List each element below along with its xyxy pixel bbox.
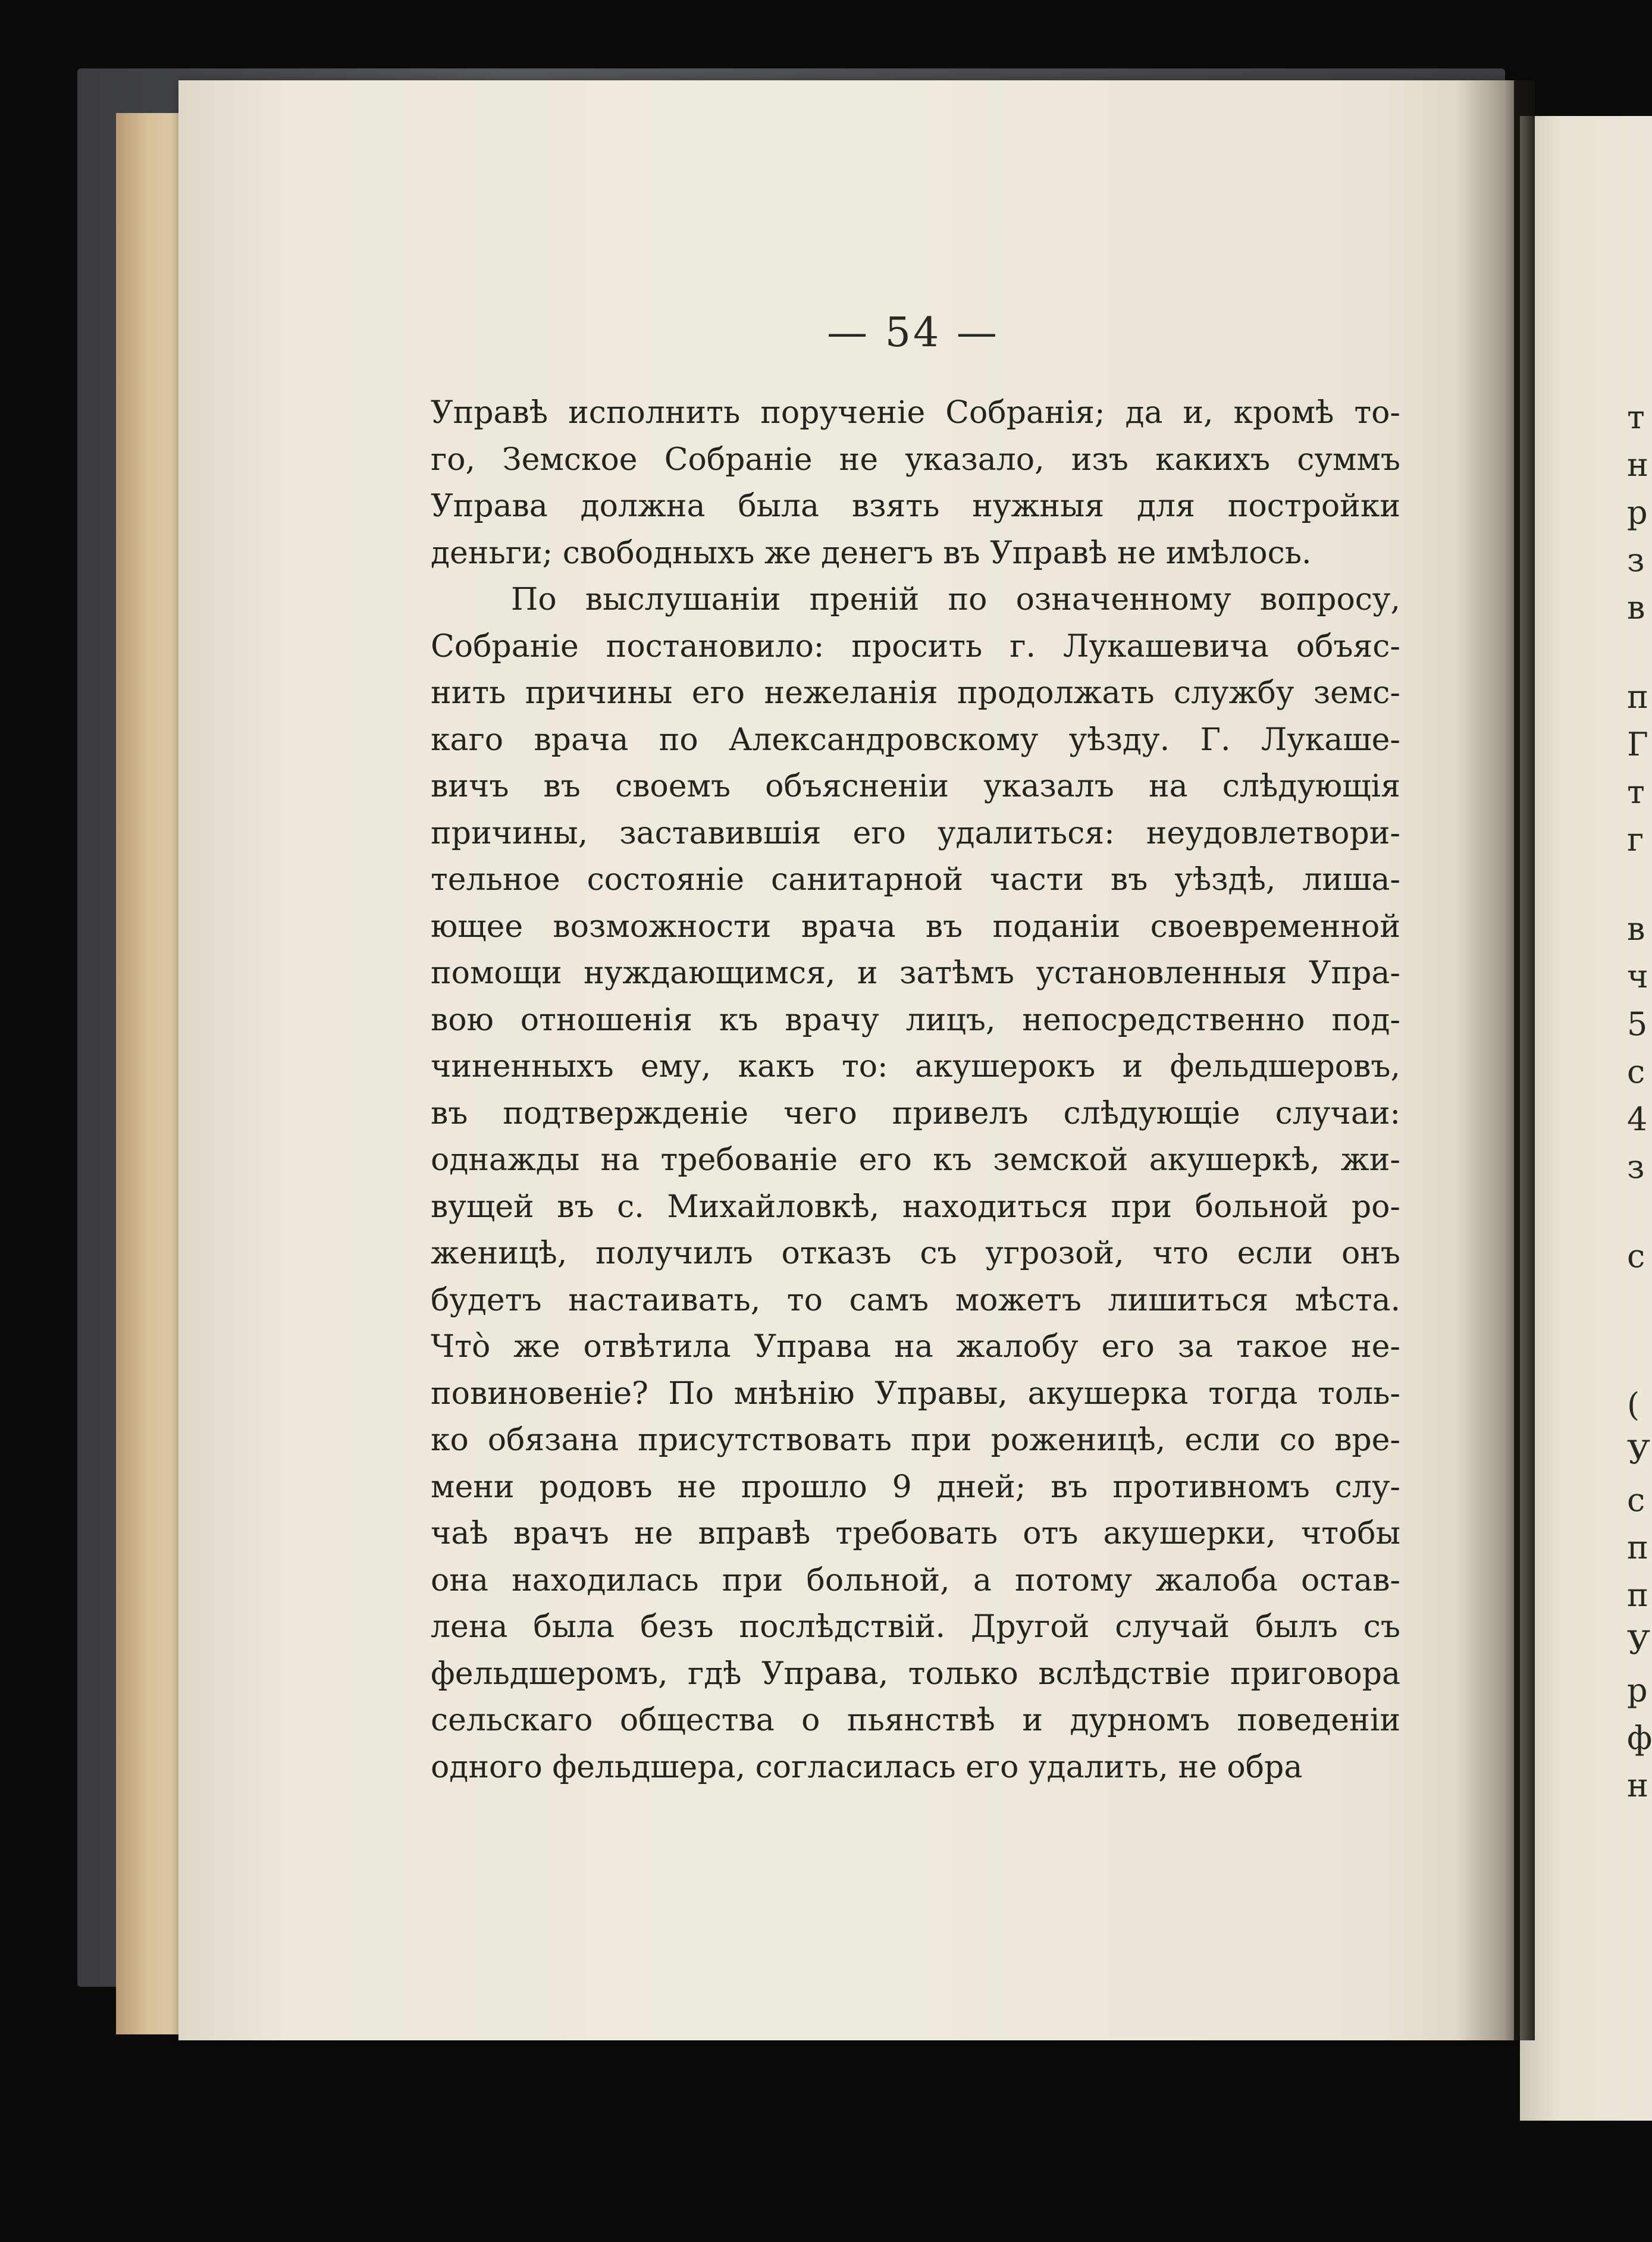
page-number: — 54 — — [827, 309, 999, 356]
text-line: въ подтвержденіе чего привелъ слѣдующіе случаи: — [431, 1095, 1400, 1131]
text-line: По выслушаніи преній по означенному вопросу, — [511, 582, 1400, 617]
facing-page-letter: т — [1627, 399, 1645, 436]
text-line: однажды на требованіе его къ земской акушеркѣ, жи- — [431, 1142, 1400, 1178]
facing-page-letter: с — [1627, 1481, 1645, 1519]
facing-page-letter: 4 — [1627, 1100, 1648, 1138]
facing-page-letter: р — [1627, 494, 1648, 531]
facing-page-letter: в — [1627, 589, 1645, 626]
text-line: она находилась при больной, а потому жалоба остав- — [431, 1562, 1400, 1598]
text-line: вущей въ с. Михайловкѣ, находиться при больной ро- — [431, 1189, 1400, 1225]
text-line: женицѣ, получилъ отказъ съ угрозой, что если онъ — [431, 1236, 1400, 1271]
text-line: тельное состояніе санитарной части въ уѣздѣ, лиша- — [431, 862, 1400, 898]
text-line: ко обязана присутствовать при роженицѣ, если со вре- — [431, 1422, 1400, 1458]
text-line: Управа должна была взять нужныя для постройки — [431, 488, 1400, 524]
text-line: одного фельдшера, согласилась его удалить, не обра — [431, 1749, 1303, 1785]
body-text — [431, 390, 1400, 1791]
facing-page-letter: 5 — [1627, 1005, 1648, 1043]
text-line: Чтò же отвѣтила Управа на жалобу его за такое не- — [431, 1329, 1400, 1365]
facing-page-letter: ч — [1627, 958, 1648, 995]
text-line: каго врача по Александровскому уѣзду. Г. Лукаше- — [431, 722, 1400, 758]
text-line: деньги; свободныхъ же денегъ въ Управѣ не имѣлось. — [431, 535, 1312, 571]
facing-page-letter: У — [1627, 1624, 1651, 1661]
facing-page-letter: Г — [1627, 726, 1648, 763]
text-line: нить причины его нежеланія продолжать службу земс- — [431, 675, 1400, 711]
facing-page-letter: п — [1627, 678, 1648, 716]
facing-page-letter: ( — [1627, 1386, 1640, 1423]
text-line: лена была безъ послѣдствій. Другой случай былъ съ — [431, 1609, 1400, 1645]
facing-page-letter: н — [1627, 1767, 1648, 1804]
facing-page-letter: с — [1627, 1053, 1645, 1090]
facing-page-letter: ф — [1627, 1719, 1652, 1757]
text-line: Управѣ исполнить порученіе Собранія; да и, кромѣ то- — [431, 395, 1400, 431]
text-line: чаѣ врачъ не вправѣ требовать отъ акушерки, чтобы — [431, 1516, 1400, 1551]
text-line: повиновеніе? По мнѣнію Управы, акушерка тогда толь- — [431, 1375, 1400, 1412]
facing-page-letter: н — [1627, 446, 1648, 484]
text-line: сельскаго общества о пьянствѣ и дурномъ поведеніи — [431, 1702, 1400, 1738]
facing-page-letter: р — [1627, 1672, 1648, 1709]
facing-page-letter: т — [1627, 773, 1645, 811]
text-line: чиненныхъ ему, какъ то: акушерокъ и фельдшеровъ, — [431, 1049, 1400, 1084]
facing-page-letter: п — [1627, 1529, 1648, 1566]
text-line: мени родовъ не прошло 9 дней; въ противномъ слу- — [431, 1469, 1400, 1505]
facing-page-letter: г — [1627, 821, 1644, 858]
text-line: фельдшеромъ, гдѣ Управа, только вслѣдствіе приговора — [431, 1655, 1400, 1692]
facing-page-letter: з — [1627, 1148, 1645, 1186]
facing-page-letter: п — [1627, 1576, 1648, 1614]
gutter-shadow — [1457, 80, 1535, 2040]
text-line: будетъ настаивать, то самъ можетъ лишиться мѣста. — [431, 1282, 1400, 1318]
text-line: вичъ въ своемъ объясненіи указалъ на слѣдующія — [431, 769, 1400, 804]
text-line: го, Земское Собраніе не указало, изъ какихъ суммъ — [431, 441, 1400, 478]
text-line: причины, заставившія его удалиться: неудовлетвори- — [431, 815, 1400, 851]
text-line: Собраніе постановило: просить г. Лукашевича объяс- — [431, 628, 1400, 664]
facing-page-letter: У — [1627, 1434, 1651, 1471]
text-line: вою отношенія къ врачу лицъ, непосредственно под- — [431, 1002, 1400, 1038]
facing-page-letter: с — [1627, 1237, 1645, 1275]
text-line: ющее возможности врача въ поданіи своевременной — [431, 908, 1400, 945]
facing-page-letter: з — [1627, 541, 1645, 579]
text-line: помощи нуждающимся, и затѣмъ установленныя Упра- — [431, 955, 1400, 991]
facing-page-letter: в — [1627, 910, 1645, 948]
